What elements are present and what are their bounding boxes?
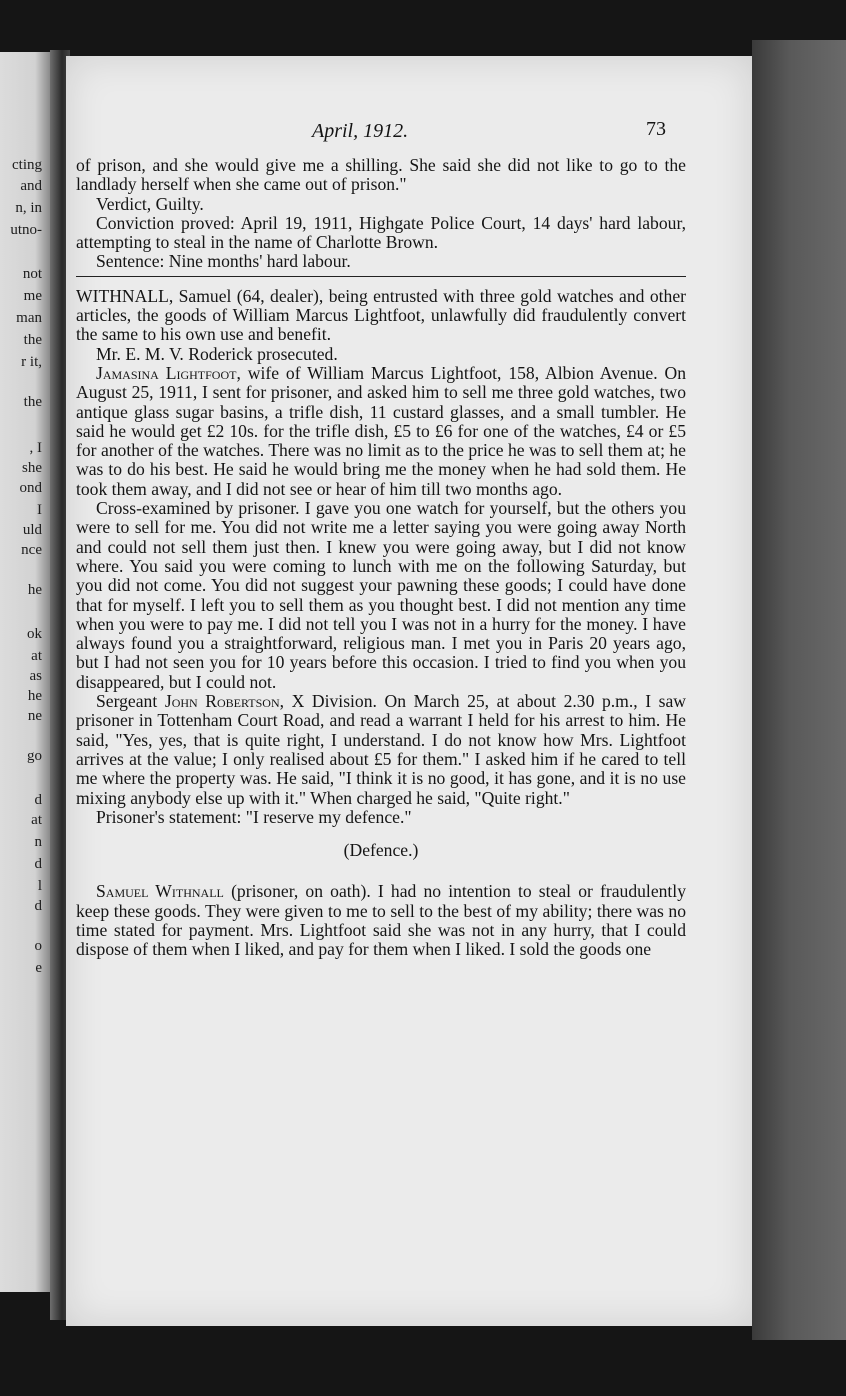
sergeant-prefix: Sergeant bbox=[96, 691, 158, 712]
left-fragment: d bbox=[34, 856, 42, 872]
defendant-testimony bbox=[76, 882, 686, 959]
case-divider bbox=[76, 276, 686, 277]
left-fragment: man bbox=[16, 310, 42, 326]
defendant-name: Samuel Withnall bbox=[96, 881, 224, 902]
defendant-surname: WITHNALL, bbox=[76, 285, 174, 306]
sergeant-testimony bbox=[76, 692, 686, 808]
sergeant-name: John Robertson, bbox=[164, 691, 285, 712]
right-background bbox=[752, 40, 846, 1340]
left-fragment: n bbox=[34, 834, 42, 850]
left-fragment: cting bbox=[12, 157, 42, 173]
left-fragment: e bbox=[35, 960, 42, 976]
left-fragment: uld bbox=[22, 522, 42, 538]
defendant-text: (prisoner, on oath). I had no intention to steal or fraudulently keep these goods. They were given to me to sell to the best of my ability; there was no time stated for payment. Mrs. Lightfoot said she was not in any hurry, that I could dispose of them when I liked, and pay for them when I liked. I sold the goods one bbox=[76, 881, 686, 960]
left-fragment: the bbox=[23, 394, 42, 410]
left-fragment: utno- bbox=[10, 222, 42, 238]
left-fragment: she bbox=[22, 460, 42, 476]
left-fragment: go bbox=[27, 748, 42, 764]
left-fragment: d bbox=[34, 792, 42, 808]
left-fragment: I bbox=[37, 502, 42, 518]
left-fragment: , I bbox=[29, 440, 42, 456]
left-fragment: n, in bbox=[15, 200, 42, 216]
left-fragment: at bbox=[31, 648, 42, 664]
cross-examination-paragraph: Cross-examined by prisoner. I gave you one watch for yourself, but the others you were to sell for me. You did not write me a letter saying you were going away North and could not sell them just then. I knew you were going away, but I did not know where. You said you were coming to lunch with me on the following Saturday, but you did not come. You did not suggest your pawning these goods; I could have done that for myself. I left you to sell them as you thought best. I did not mention any time when you were to pay me. I did not tell you I was not in a hurry for the money. I have always found you a straightforward, religious man. I met you in Paris 20 years ago, but I had not seen you for 10 years before this occasion. I tried to find you when you disappeared, but I could not. bbox=[76, 498, 686, 692]
left-fragment: he bbox=[27, 688, 42, 704]
conviction-paragraph: Conviction proved: April 19, 1911, Highgate Police Court, 14 days' hard labour, attempting to steal in the name of Charlotte Brown. bbox=[76, 212, 686, 253]
prosecutor-line: Mr. E. M. V. Roderick prosecuted. bbox=[96, 343, 338, 364]
case-charge: Samuel (64, dealer), being entrusted with three gold watches and other articles, the goods of William Marcus Lightfoot, unlawfully did fraudulently convert the same to his own use and benefit. bbox=[76, 285, 686, 345]
verdict-line: Verdict, Guilty. bbox=[96, 193, 204, 214]
witness-lightfoot-testimony bbox=[76, 364, 686, 499]
continuation-paragraph: of prison, and she would give me a shilling. She said she did not like to go to the landlady herself when she came out of prison." bbox=[76, 155, 686, 195]
left-fragment: d bbox=[34, 898, 42, 914]
sentence-line: Sentence: Nine months' hard labour. bbox=[96, 251, 351, 272]
left-fragment: me bbox=[23, 288, 42, 304]
page-number: 73 bbox=[646, 118, 666, 140]
defence-heading: (Defence.) bbox=[343, 840, 419, 861]
left-fragment: ond bbox=[19, 480, 42, 496]
witness-text: wife of William Marcus Lightfoot, 158, Albion Avenue. On August 25, 1911, I sent for prisoner, and asked him to sell me three gold watches, two antique glass sugar basins, a trifle dish, 11 custard glasses, and a small tumbler. He said he would get £2 10s. for the trifle dish, £5 to £6 for one of the watches, £4 or £5 for another of the watches. There was no limit as to the price he was to sell them at; he was to do his best. He said he would bring me the money when he had sold them. He took them away, and I did not see or hear of him till two months ago. bbox=[76, 362, 686, 499]
case-heading bbox=[76, 287, 686, 345]
witness-name: Jamasina Lightfoot, bbox=[96, 362, 241, 383]
sergeant-text: X Division. On March 25, at about 2.30 p.m., I saw prisoner in Tottenham Court Road, and read a warrant I held for his arrest to him. He said, "Yes, yes, that is quite right, I understand. I do not know how Mrs. Lightfoot arrives at the value; I only realised about £5 for them." I asked him if he cared to tell me where the property was. He said, "I think it is no good, it has gone, and it is no use mixing anybody else up with it." When charged he said, "Quite right." bbox=[76, 691, 687, 808]
left-fragment: at bbox=[31, 812, 42, 828]
body-text bbox=[76, 156, 686, 960]
left-fragment: as bbox=[29, 668, 42, 684]
left-fragment: nce bbox=[21, 542, 42, 558]
page-header bbox=[66, 118, 752, 148]
document-page bbox=[66, 56, 752, 1326]
left-fragment: not bbox=[22, 266, 42, 282]
left-fragment: o bbox=[34, 938, 42, 954]
left-fragment: l bbox=[37, 878, 42, 894]
prisoner-statement: Prisoner's statement: "I reserve my defence." bbox=[96, 806, 412, 827]
left-fragment: ok bbox=[27, 626, 42, 642]
left-fragment: ne bbox=[27, 708, 42, 724]
left-fragment: the bbox=[23, 332, 42, 348]
left-fragment: he bbox=[27, 582, 42, 598]
left-page-edge bbox=[0, 52, 50, 1292]
left-fragment: r it, bbox=[21, 354, 42, 370]
running-header-date: April, 1912. bbox=[312, 120, 409, 142]
left-fragment: and bbox=[20, 178, 42, 194]
